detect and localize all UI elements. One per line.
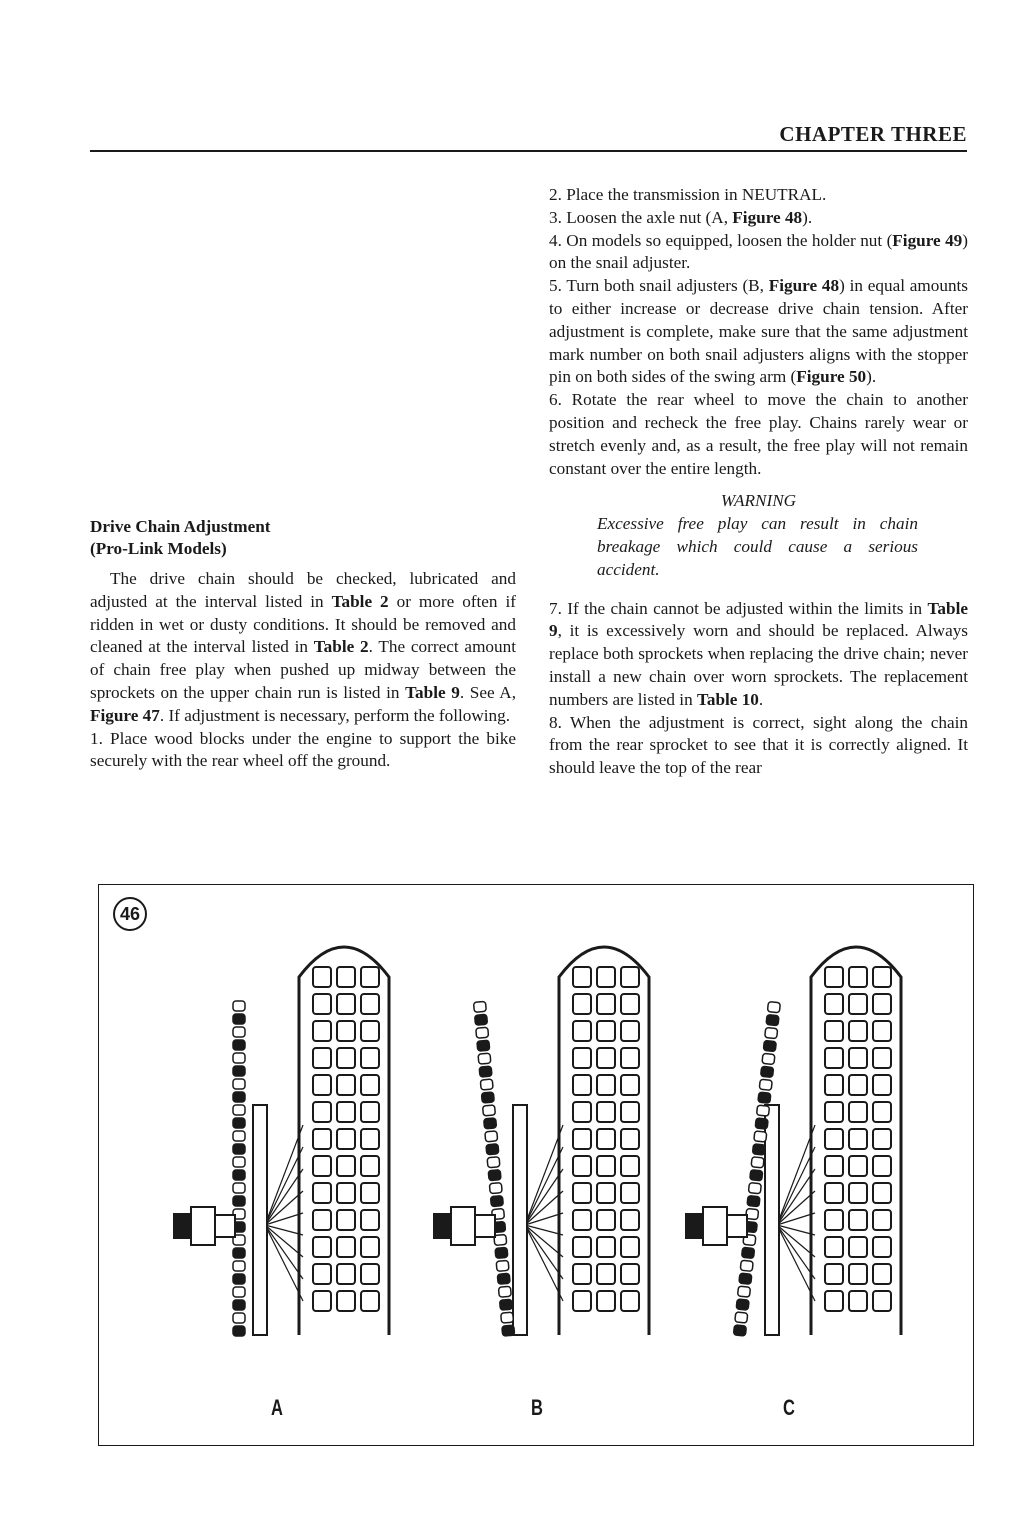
drive-chain [473,1001,514,1336]
text-run: 3. Loosen the axle nut (A, [549,207,733,227]
sprocket [513,1105,527,1335]
chain-link [754,1131,767,1142]
chain-link [752,1144,765,1155]
chain-link [747,1196,760,1207]
figure-panel-a [169,925,419,1420]
bold-reference: Figure 48 [732,207,803,227]
chain-link [502,1325,515,1336]
chain-link [233,1326,245,1336]
step-item-continued-2 [549,712,968,780]
step-item-4 [549,275,968,389]
text-run: . [758,689,764,709]
figure-panel-c [681,925,931,1420]
chain-link [233,1027,245,1037]
bold-reference: Figure 49 [892,230,963,250]
chain-link [480,1079,493,1090]
chain-link [485,1131,498,1142]
chain-link [233,1170,245,1180]
chain-link [751,1157,764,1168]
step-item-1 [549,184,968,207]
chain-link [486,1144,499,1155]
chain-link [478,1053,491,1064]
heading-line-1: Drive Chain Adjustment [90,517,271,536]
spoke-line [525,1125,563,1225]
chain-link [233,1144,245,1154]
bold-reference: Table 2 [313,637,369,657]
chain-link [763,1040,776,1051]
axle-spacer [727,1215,747,1237]
text-run: ) in equal amounts to either increase or decrease drive chain tension. After adjustment is complete, make sure that the same adjustment mark number on both snail adjusters aligns with the stopper pin on both sides of the swing arm ( [549,276,969,387]
chain-link [765,1027,778,1038]
spoke-line [265,1125,303,1225]
chain-link [233,1313,245,1323]
spoke-line [777,1169,815,1225]
chain-link [733,1325,746,1336]
axle-end [433,1213,451,1239]
chain-link [750,1170,763,1181]
chain-link [738,1286,751,1297]
text-run: . The correct amount of chain free play when pushed up midway between the sprockets on the upper chain run is listed in [90,637,516,702]
wheel-chain-illustration [169,925,419,1355]
step-item-5 [549,389,968,480]
chain-link [475,1014,488,1025]
text-run: ) on the snail adjuster. [549,230,969,273]
chain-link [755,1118,768,1129]
text-run: The drive chain should be checked, lubricated and adjusted at the interval listed in [90,569,516,611]
sprocket [253,1105,267,1335]
spoke-line [777,1147,815,1225]
spoke-line [265,1225,303,1301]
chain-link [496,1260,509,1271]
spoke-line [265,1147,303,1225]
chain-link [479,1066,492,1077]
chain-link [476,1027,489,1038]
figure-46 [98,884,974,1446]
chain-link [501,1312,514,1323]
chain-link [498,1286,511,1297]
step-item-2 [549,207,968,230]
steps-list [549,184,968,480]
chain-link [484,1118,497,1129]
chain-link [757,1105,770,1116]
section-heading [90,516,516,560]
figure-panel-b [429,925,679,1420]
chain-link [233,1105,245,1115]
chain-link [489,1183,502,1194]
warning-text: Excessive free play can result in chain breakage which could cause a serious accident. [597,514,918,579]
text-run: ). [866,367,877,387]
axle-nut [451,1207,475,1245]
right-column [549,184,968,780]
chain-link [766,1015,779,1026]
spoke-line [525,1225,563,1301]
chain-link [735,1312,748,1323]
bold-reference: Table 9 [405,682,460,702]
warning-title: WARNING [720,491,797,511]
sprocket [765,1105,779,1335]
chain-link [758,1092,771,1103]
spoke-line [777,1225,815,1301]
bold-reference: Table 10 [696,689,759,709]
chapter-header [90,122,967,152]
text-run: 5. Turn both snail adjusters (B, [549,276,769,296]
chain-link [233,1183,245,1193]
text-run: or more often if ridden in wet or dusty conditions. It should be removed and cleaned at the interval listed in [90,591,517,657]
chain-link [473,1001,486,1012]
chain-link [497,1273,510,1284]
steps-list-continued [549,598,968,780]
chain-link [483,1105,496,1116]
spoke-line [777,1213,815,1225]
text-run: 7. If the chain cannot be adjusted within the limits in [549,598,928,618]
chain-link [500,1299,513,1310]
figure-panel-label: B [530,1395,543,1420]
drive-chain [233,1001,245,1336]
chain-link [233,1248,245,1258]
bold-reference: Figure 48 [768,276,840,296]
chain-link [233,1287,245,1297]
chain-link [233,1157,245,1167]
left-column [90,516,516,773]
chain-link [233,1300,245,1310]
chain-link [233,1053,245,1063]
chain-link [233,1079,245,1089]
wheel-chain-illustration [429,925,679,1355]
spoke-line [525,1147,563,1225]
chain-link [233,1261,245,1271]
text-run: 6. Rotate the rear wheel to move the chain to another position and recheck the free play. Chains rarely wear or stretch evenly and, as a result, the free play will not remain constant over the entire length. [549,390,968,478]
chain-link [477,1040,490,1051]
heading-line-2: (Pro-Link Models) [90,539,227,558]
chain-link [739,1273,752,1284]
figure-panel-label: A [270,1395,283,1420]
chapter-title: CHAPTER THREE [779,122,967,146]
bold-reference: Figure 47 [90,705,160,725]
chain-link [761,1066,774,1077]
chain-link [481,1092,494,1103]
chain-link [767,1002,780,1013]
axle-nut [191,1207,215,1245]
chain-link [748,1183,761,1194]
chain-link [759,1079,772,1090]
spoke-line [265,1169,303,1225]
axle-end [685,1213,703,1239]
text-run: . See A, [459,682,517,702]
text-run: 2. Place the transmission in NEUTRAL. [549,185,827,204]
chain-link [740,1260,753,1271]
text-run: , it is excessively worn and should be replaced. Always replace both sprockets when replacing the drive chain; never install a new chain over worn sprockets. The replacement numbers are listed in [549,621,968,709]
chain-link [233,1196,245,1206]
figure-number: 46 [113,897,147,931]
chain-link [233,1131,245,1141]
text-run: 8. When the adjustment is correct, sight along the chain from the rear sprocket to see that it is correctly aligned. It should leave the top of the rear [549,712,968,778]
text-run: . If adjustment is necessary, perform the following. [159,705,511,725]
chain-link [233,1092,245,1102]
axle-end [173,1213,191,1239]
chain-link [742,1247,755,1258]
bold-reference: Table 2 [331,591,389,611]
spoke-line [525,1213,563,1225]
text-run: ). [802,207,813,227]
chain-link [736,1299,749,1310]
bold-reference: Table 9 [549,598,968,641]
spoke-line [265,1213,303,1225]
spoke-line [777,1125,815,1225]
step-item-continued-1 [549,598,968,712]
chain-link [233,1014,245,1024]
chain-link [488,1170,501,1181]
step-item-3 [549,230,968,276]
chain-link [233,1274,245,1284]
intro-paragraph [90,568,516,728]
axle-spacer [475,1215,495,1237]
bold-reference: Figure 50 [796,367,867,387]
chain-link [762,1053,775,1064]
text-run: 4. On models so equipped, loosen the holder nut ( [549,230,893,250]
chain-link [233,1066,245,1076]
chain-link [233,1118,245,1128]
wheel-chain-illustration [681,925,931,1355]
chain-link [487,1157,500,1168]
warning-box [549,490,968,581]
axle-spacer [215,1215,235,1237]
figure-panel-label: C [782,1395,795,1420]
axle-nut [703,1207,727,1245]
chain-link [233,1001,245,1011]
chain-link [495,1247,508,1258]
step-1: 1. Place wood blocks under the engine to support the bike securely with the rear wheel off the ground. [90,728,516,771]
chain-link [490,1196,503,1207]
spoke-line [525,1169,563,1225]
chain-link [233,1040,245,1050]
